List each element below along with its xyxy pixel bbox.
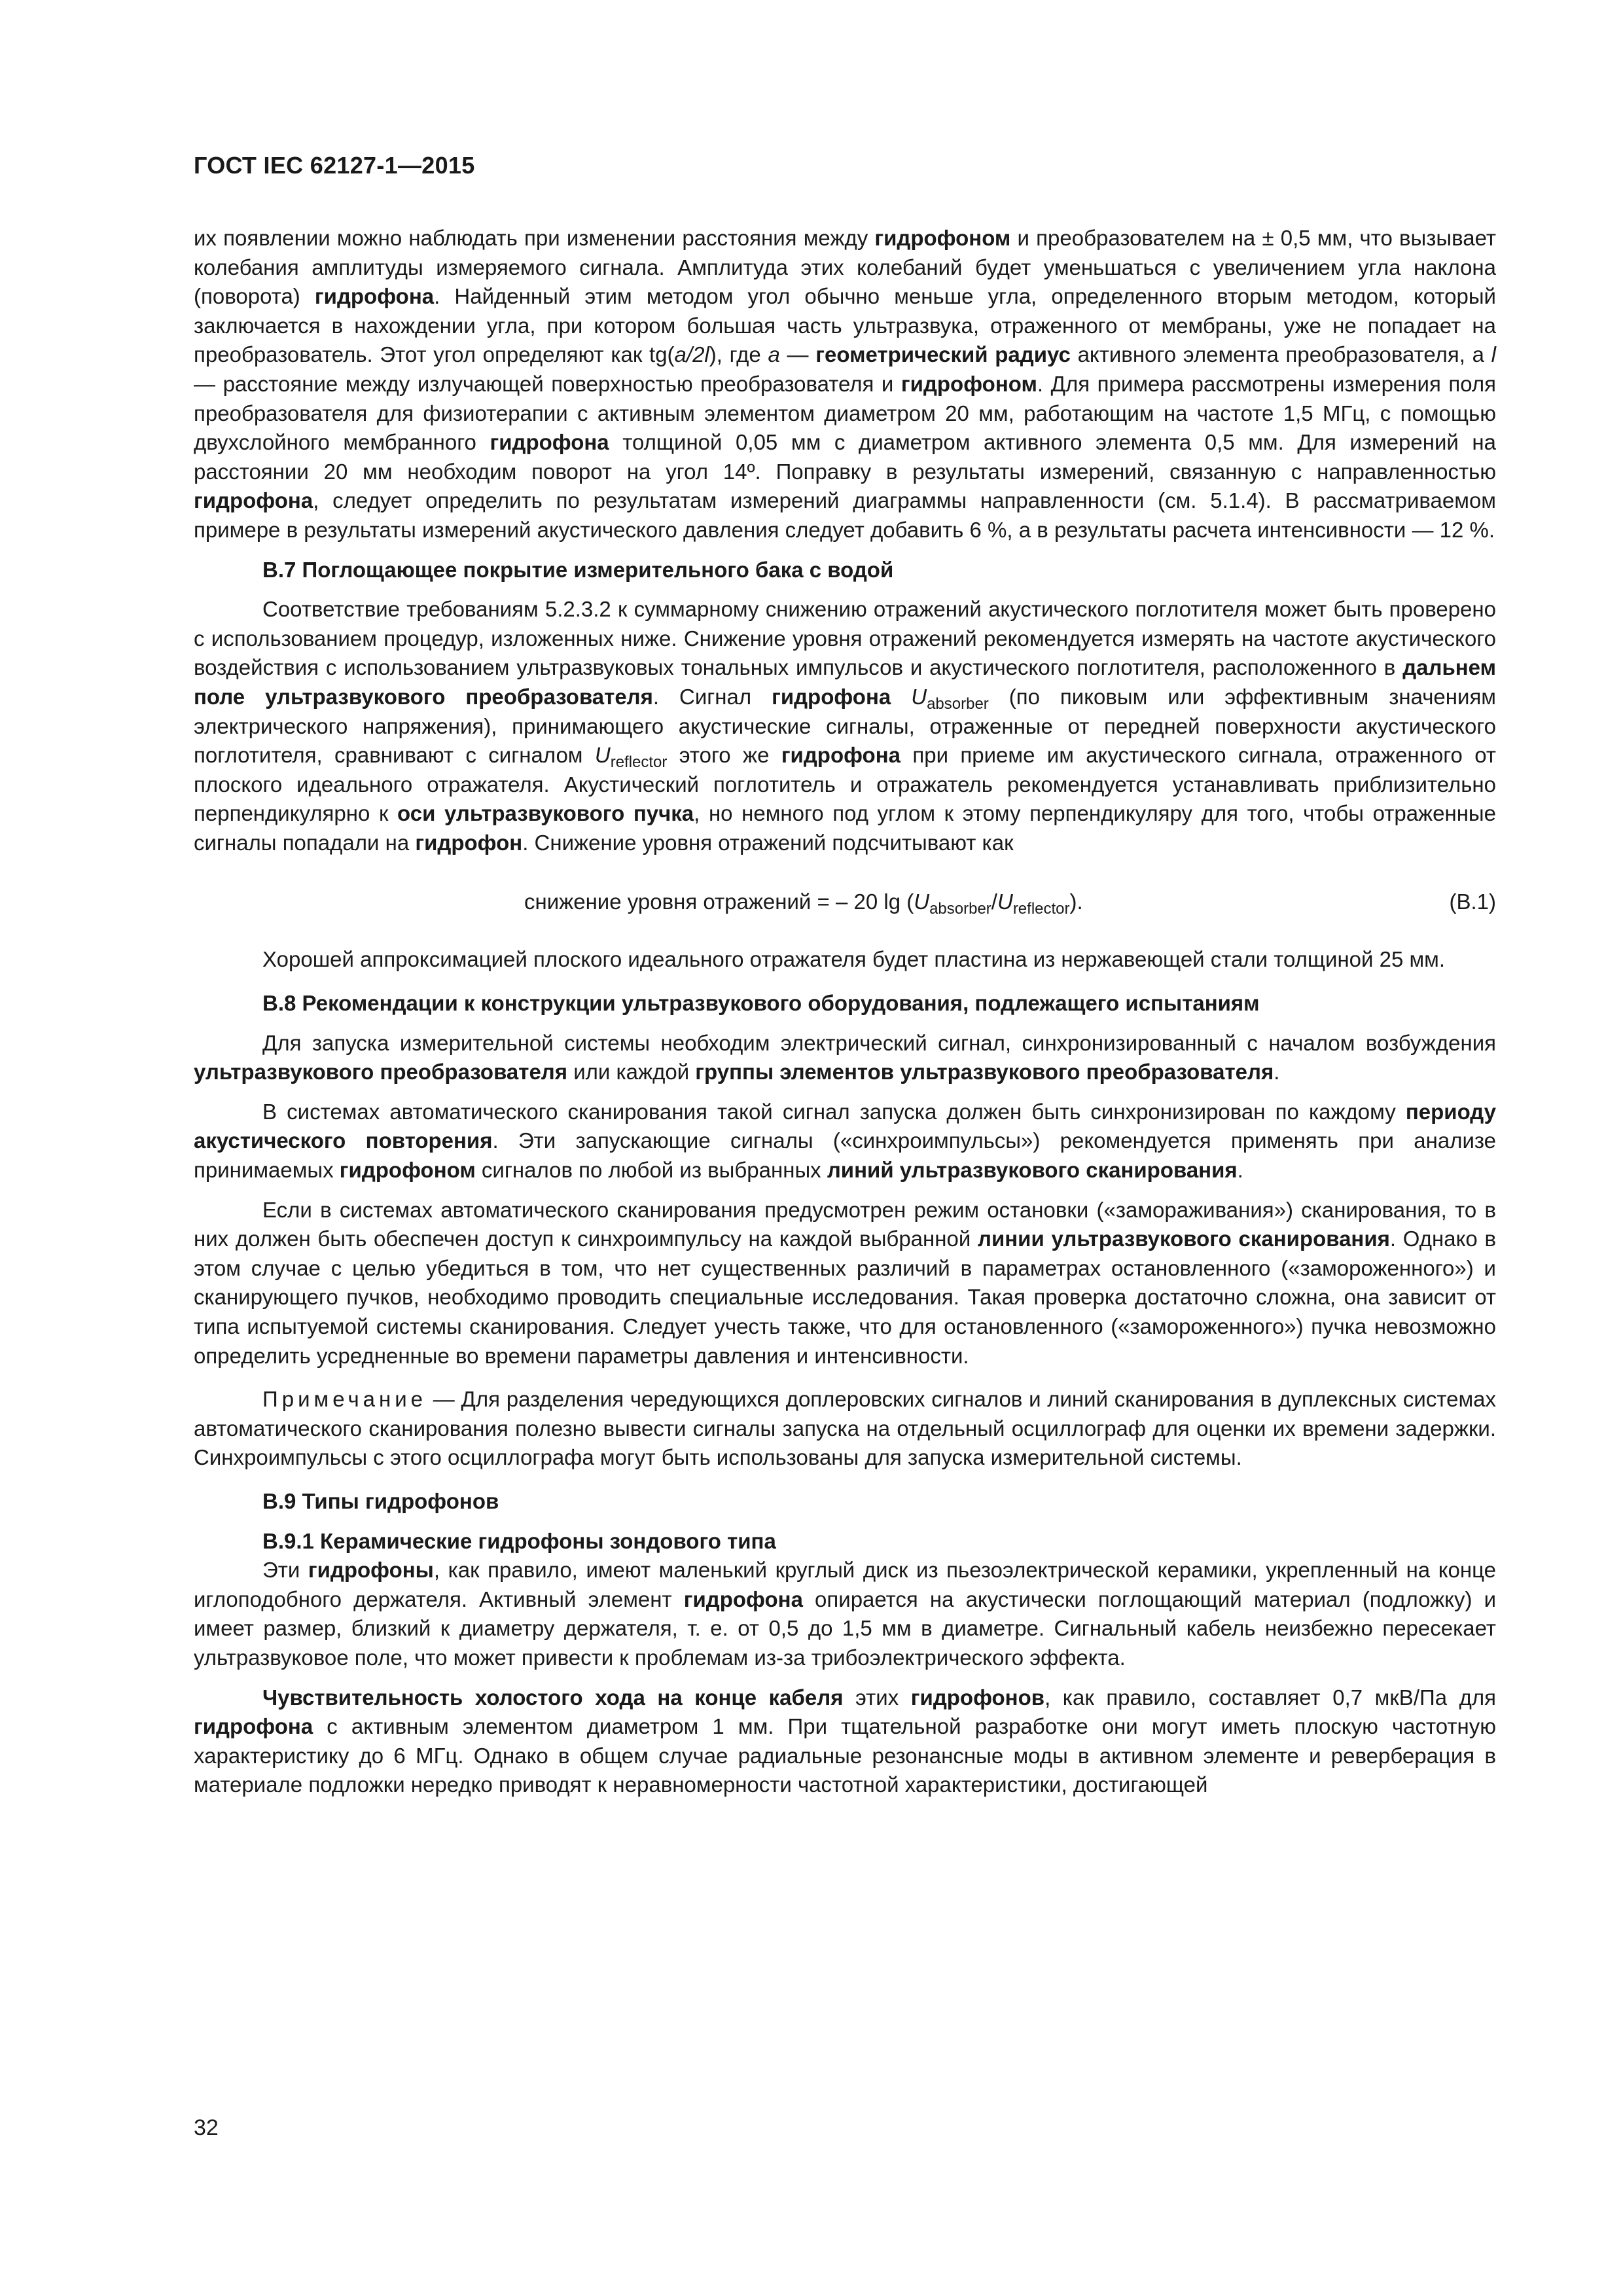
note-label: Примечание bbox=[262, 1387, 427, 1412]
section-heading-b7: В.7 Поглощающее покрытие измерительного бака с водой bbox=[262, 557, 894, 582]
body-text bbox=[194, 224, 1496, 1800]
paragraph-sync-pulses: В системах автоматического сканирования такой сигнал запуска должен быть синхронизирован по каждому периоду акустического повторения. Эти запускающие сигналы («синхроимпульсы») рекомендуется применять при анализе принимаемых гидрофоном сигналов по любой из выбранных линий ультразвукового сканирования. bbox=[194, 1099, 1496, 1183]
section-heading-b8: В.8 Рекомендации к конструкции ультразвукового оборудования, подлежащего испытаниям bbox=[262, 991, 1260, 1016]
formula-b1 bbox=[194, 888, 1496, 916]
paragraph-absorber: Соответствие требованиям 5.2.3.2 к суммарному снижению отражений акустического поглотителя может быть проверено с использованием процедур, изложенных ниже. Снижение уровня отражений рекомендуется измерять на частоте акустического воздействия с использованием ультразвуковых тональных импульсов и акустического поглотителя, расположенного в дальнем поле ультразвукового преобразователя. Сигнал гидрофона $U_{absorber}$ (по пиковым или эффективным значениям электрического напряжения), принимающего акустические сигналы, отраженные от передней поверхности акустического поглотителя, сравнивают с сигналом $U_{reflector}$ этого же гидрофона при приеме им акустического сигнала, отраженного от плоского идеального отражателя. Акустический поглотитель и отражатель рекомендуется устанавливать приблизительно перпендикулярно к оси ультразвукового пучка, но немного под углом к этому перпендикуляру для того, чтобы отраженные сигналы попадали на гидрофон. Снижение уровня отражений подсчитывают как bbox=[194, 597, 1497, 855]
paragraph-trigger-signal: Для запуска измерительной системы необходим электрический сигнал, синхронизированный с началом возбуждения ультразвукового преобразователя или каждой группы элементов ультразвукового преобразователя. bbox=[194, 1030, 1496, 1085]
paragraph-probe-hydrophones: Эти гидрофоны, как правило, имеют маленький круглый диск из пьезоэлектрической керамики, укрепленный на конце иглоподобного держателя. Активный элемент гидрофона опирается на акустически поглощающий материал (подложку) и имеет размер, близкий к диаметру держателя, т. е. от 0,5 до 1,5 мм в диаметре. Сигнальный кабель неизбежно пересекает ультразвуковое поле, что может привести к проблемам из-за трибоэлектрического эффекта. bbox=[194, 1558, 1497, 1670]
paragraph-freeze-mode: Если в системах автоматического сканирования предусмотрен режим остановки («замораживания») сканирования, то в них должен быть обеспечен доступ к синхроимпульсу на каждой выбранной линии ультразвукового сканирования. Однако в этом случае с целью убедиться в том, что нет существенных различий в параметрах остановленного («замороженного») и сканирующего пучков, необходимо проводить специальные исследования. Такая проверка достаточно сложна, она зависит от типа испытуемой системы сканирования. Следует учесть также, что для остановленного («замороженного») пучка невозможно определить усредненные во времени параметры давления и интенсивности. bbox=[194, 1197, 1496, 1368]
paragraph-hydrophone-angle: их появлении можно наблюдать при изменении расстояния между гидрофоном и преобразователем на ± 0,5 мм, что вызывает колебания амплитуды измеряемого сигнала. Амплитуда этих колебаний будет уменьшаться с увеличением угла наклона (поворота) гидрофона. Найденный этим методом угол обычно меньше угла, определенного вторым методом, который заключается в нахождении угла, при котором большая часть ультразвука, отраженного от мембраны, уже не попадает на преобразователь. Этот угол определяют как tg(a/2l), где a — геометрический радиус активного элемента преобразователя, а l — расстояние между излучающей поверхностью преобразователя и гидрофоном. Для примера рассмотрены измерения поля преобразователя для физиотерапии с активным элементом диаметром 20 мм, работающим на частоте 1,5 МГц, с помощью двухслойного мембранного гидрофона толщиной 0,05 мм с диаметром активного элемента 0,5 мм. Для измерений на расстоянии 20 мм необходим поворот на угол 14º. Поправку в результаты измерений, связанную с направленностью гидрофона, следует определить по результатам измерений диаграммы направленности (см. 5.1.4). В рассматриваемом примере в результаты измерений акустического давления следует добавить 6 %, а в результаты расчета интенсивности — 12 %. bbox=[194, 226, 1497, 542]
paragraph-reflector: Хорошей аппроксимацией плоского идеального отражателя будет пластина из нержавеющей стали толщиной 25 мм. bbox=[262, 947, 1446, 972]
formula-number: (В.1) bbox=[1449, 889, 1496, 914]
note-paragraph: Примечание — Для разделения чередующихся доплеровских сигналов и линий сканирования в дуплексных системах автоматического сканирования полезно вывести сигналы запуска на отдельный осциллограф для оценки их времени задержки. Синхроимпульсы с этого осциллографа могут быть использованы для запуска измерительной системы. bbox=[194, 1387, 1496, 1470]
section-heading-b91: В.9.1 Керамические гидрофоны зондового типа bbox=[262, 1528, 776, 1553]
page-header: ГОСТ IEC 62127-1—2015 bbox=[194, 152, 475, 179]
page-number: 32 bbox=[194, 2115, 219, 2140]
paragraph-sensitivity: Чувствительность холостого хода на конце кабеля этих гидрофонов, как правило, составляет 0,7 мкВ/Па для гидрофона с активным элементом диаметром 1 мм. При тщательной разработке они могут иметь плоскую частотную характеристику до 6 МГц. Однако в общем случае радиальные резонансные моды в активном элементе и реверберация в материале подложки нередко приводят к неравномерности частотной характеристики, достигающей bbox=[194, 1685, 1497, 1797]
formula-expression: снижение уровня отражений = – 20 $\lg (U_{absorber}/U_{reflector})$. bbox=[524, 889, 1083, 918]
section-heading-b9: В.9 Типы гидрофонов bbox=[262, 1488, 499, 1513]
